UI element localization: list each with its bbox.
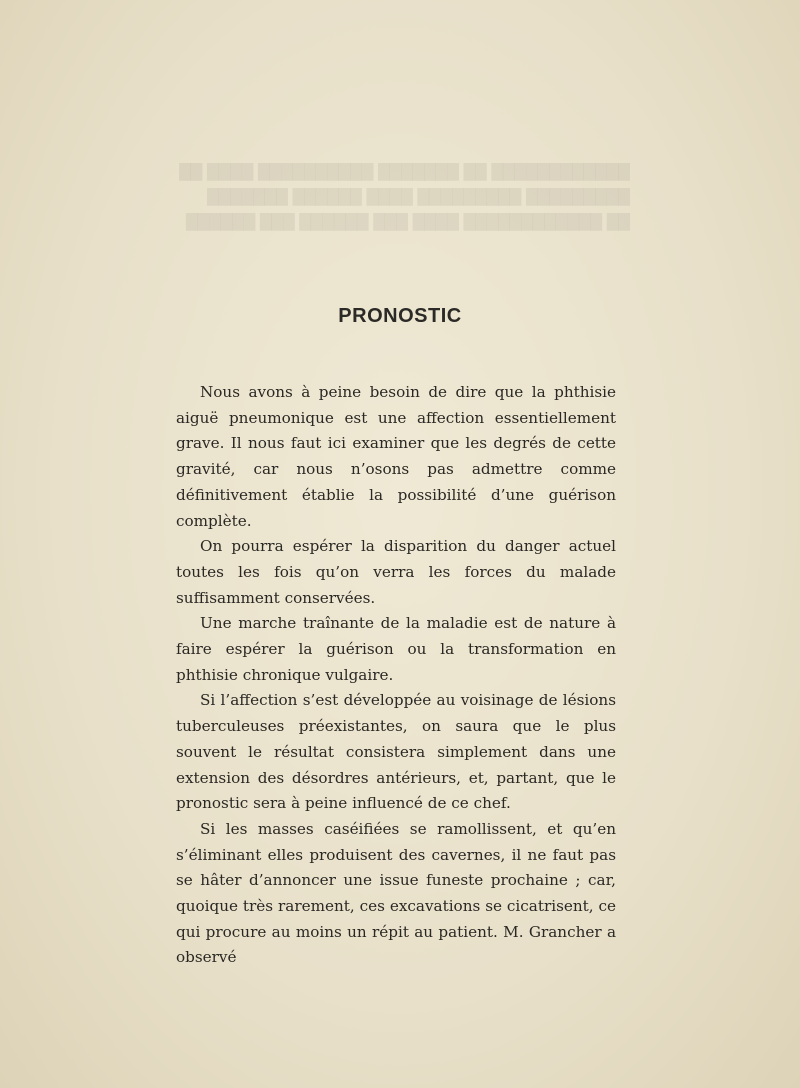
bleed-through-texture: ████████████ ██ ███████ ██████████ ████ ██ █████████ █████████ ████ ██████ ███████ ██ ████████████ ████ ███ ██████ ███ ██████	[179, 163, 630, 231]
body-text	[176, 380, 616, 971]
paragraph-5: Si les masses caséifiées se ramollissent, et qu’en s’éliminant elles produisent des cavernes, il ne faut pas se hâter d’annoncer une issue funeste prochaine ; car, quoique très rarement, ces excavations se cicatrisent, ce qui procure au moins un répit au patient. M. Grancher a observé	[176, 819, 616, 967]
paragraph-4: Si l’affection s’est développée au voisinage de lésions tuberculeuses préexistantes, on saura que le plus souvent le résultat consistera simplement dans une extension des désordres antérieurs, et, partant, que le pronostic sera à peine influencé de ce chef.	[176, 691, 616, 813]
paragraph-1: Nous avons à peine besoin de dire que la phthisie aiguë pneumonique est une affection essentiellement grave. Il nous faut ici examiner que les degrés de cette gravité, car nous n’osons pas admettre comme définitivement établie la possibilité d’une guérison complète.	[176, 383, 616, 530]
paragraph-3: Une marche traînante de la maladie est de nature à faire espérer la guérison ou la transformation en phthisie chronique vulgaire.	[176, 614, 616, 684]
section-heading: PRONOSTIC	[338, 305, 462, 327]
paragraph-2: On pourra espérer la disparition du danger actuel toutes les fois qu’on verra les forces du malade suffisamment conservées.	[176, 537, 616, 607]
